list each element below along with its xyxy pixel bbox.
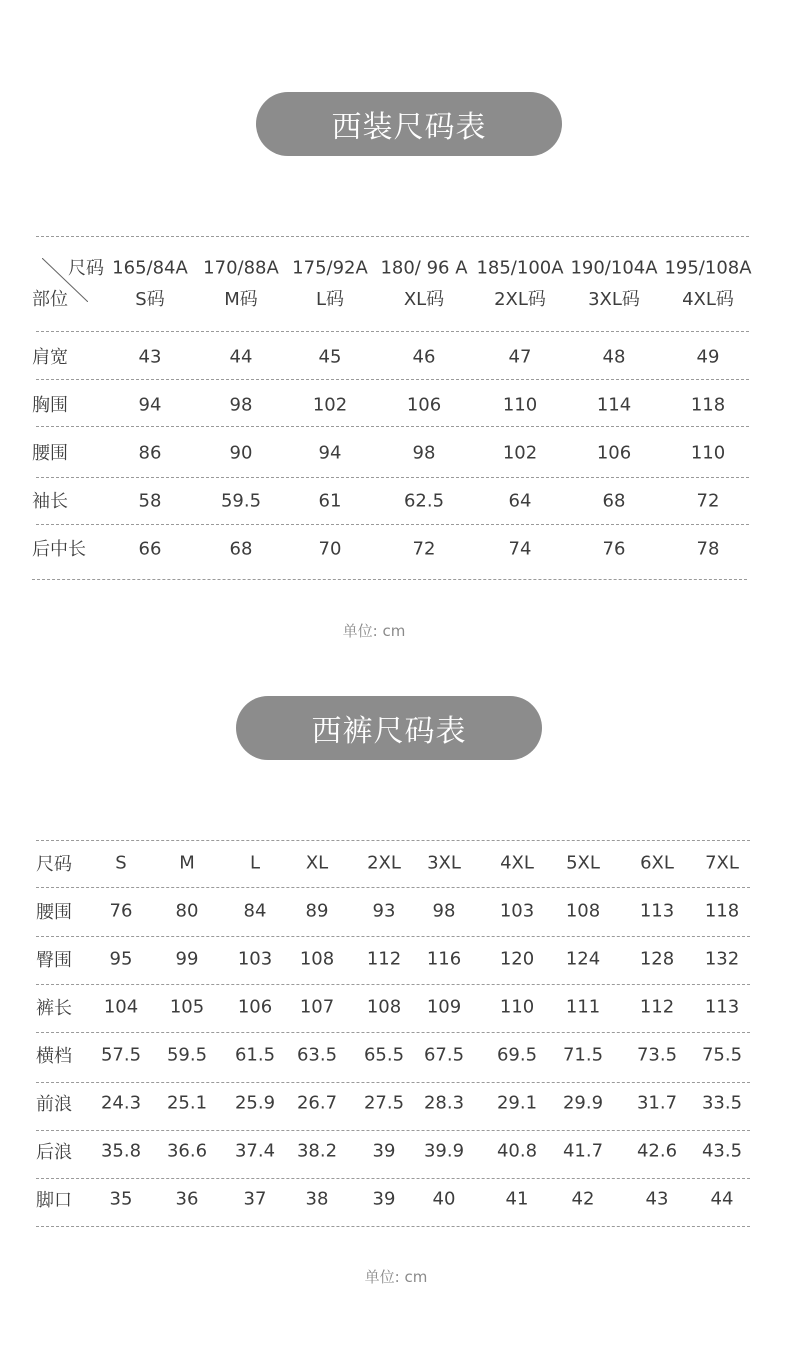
row-label: 腰围	[32, 443, 68, 464]
table-cell: 36	[175, 1188, 199, 1210]
table-cell: 90	[229, 442, 253, 464]
suit-title: 西装尺码表	[256, 92, 562, 156]
table-cell: 76	[109, 900, 133, 922]
table-divider	[36, 426, 749, 427]
table-divider	[36, 936, 750, 937]
table-cell: 68	[229, 538, 253, 560]
size-code: 3XL码	[588, 289, 640, 310]
table-cell: 107	[299, 996, 335, 1018]
table-cell: 40	[432, 1188, 456, 1210]
table-cell: 37.4	[234, 1140, 276, 1162]
table-cell: 65.5	[363, 1044, 405, 1066]
table-cell: 108	[299, 948, 335, 970]
table-cell: 47	[508, 346, 532, 368]
table-cell: 68	[602, 490, 626, 512]
table-divider	[36, 1082, 750, 1083]
table-cell: 78	[696, 538, 720, 560]
table-cell: 45	[318, 346, 342, 368]
table-cell: 112	[639, 996, 675, 1018]
table-cell: 93	[372, 900, 396, 922]
table-cell: 36.6	[166, 1140, 208, 1162]
table-cell: 41.7	[562, 1140, 604, 1162]
table-cell: 113	[639, 900, 675, 922]
size-code: L	[249, 852, 261, 874]
table-cell: 110	[690, 442, 726, 464]
table-cell: 73.5	[636, 1044, 678, 1066]
size-code: 7XL	[705, 852, 739, 874]
pants-unit-note: 单位: cm	[364, 1268, 428, 1286]
row-label: 胸围	[32, 395, 68, 416]
table-cell: 24.3	[100, 1092, 142, 1114]
size-code: L码	[315, 289, 345, 310]
table-cell: 66	[138, 538, 162, 560]
table-cell: 72	[412, 538, 436, 560]
table-cell: 44	[710, 1188, 734, 1210]
table-cell: 94	[318, 442, 342, 464]
table-cell: 116	[426, 948, 462, 970]
table-cell: 108	[366, 996, 402, 1018]
table-cell: 98	[412, 442, 436, 464]
table-cell: 59.5	[166, 1044, 208, 1066]
table-cell: 63.5	[296, 1044, 338, 1066]
table-cell: 113	[704, 996, 740, 1018]
table-cell: 132	[704, 948, 740, 970]
table-divider	[36, 331, 749, 332]
row-label: 裤长	[36, 998, 72, 1019]
table-cell: 112	[366, 948, 402, 970]
table-cell: 98	[432, 900, 456, 922]
table-cell: 106	[406, 394, 442, 416]
table-cell: 103	[237, 948, 273, 970]
row-label: 腰围	[36, 902, 72, 923]
row-label: 臀围	[36, 950, 72, 971]
size-code: S码	[135, 289, 165, 310]
table-cell: 25.1	[166, 1092, 208, 1114]
table-cell: 62.5	[403, 490, 445, 512]
size-code: 2XL码	[494, 289, 546, 310]
table-cell: 109	[426, 996, 462, 1018]
header-size-label: 尺码	[36, 854, 72, 875]
size-code: XL码	[403, 289, 445, 310]
table-cell: 80	[175, 900, 199, 922]
table-cell: 61.5	[234, 1044, 276, 1066]
table-cell: 110	[502, 394, 538, 416]
table-cell: 49	[696, 346, 720, 368]
table-cell: 75.5	[701, 1044, 743, 1066]
table-divider	[36, 984, 750, 985]
table-cell: 120	[499, 948, 535, 970]
pants-title: 西裤尺码表	[236, 696, 542, 760]
table-cell: 89	[305, 900, 329, 922]
header-size-label: 尺码	[68, 258, 104, 279]
row-label: 袖长	[32, 491, 68, 512]
header-part-label: 部位	[32, 289, 68, 310]
table-cell: 102	[312, 394, 348, 416]
table-cell: 25.9	[234, 1092, 276, 1114]
row-label: 后浪	[36, 1142, 72, 1163]
size-spec: 165/84A	[112, 257, 188, 279]
table-cell: 44	[229, 346, 253, 368]
table-cell: 46	[412, 346, 436, 368]
table-cell: 38.2	[296, 1140, 338, 1162]
table-cell: 59.5	[220, 490, 262, 512]
size-code: M	[179, 852, 195, 874]
size-spec: 175/92A	[292, 257, 368, 279]
table-cell: 39	[372, 1188, 396, 1210]
table-cell: 31.7	[636, 1092, 678, 1114]
table-divider	[36, 477, 749, 478]
size-code: 5XL	[566, 852, 600, 874]
table-cell: 40.8	[496, 1140, 538, 1162]
size-code: 4XL	[500, 852, 534, 874]
table-cell: 105	[169, 996, 205, 1018]
table-cell: 27.5	[363, 1092, 405, 1114]
table-cell: 67.5	[423, 1044, 465, 1066]
table-cell: 35	[109, 1188, 133, 1210]
row-label: 横档	[36, 1046, 72, 1067]
table-cell: 39.9	[423, 1140, 465, 1162]
table-cell: 106	[237, 996, 273, 1018]
size-spec: 190/104A	[570, 257, 658, 279]
size-code: M码	[224, 289, 258, 310]
table-cell: 106	[596, 442, 632, 464]
size-spec: 170/88A	[203, 257, 279, 279]
table-cell: 61	[318, 490, 342, 512]
table-cell: 42.6	[636, 1140, 678, 1162]
size-code: 4XL码	[682, 289, 734, 310]
table-cell: 43.5	[701, 1140, 743, 1162]
table-cell: 84	[243, 900, 267, 922]
size-spec: 185/100A	[476, 257, 564, 279]
row-label: 肩宽	[32, 347, 68, 368]
table-cell: 43	[138, 346, 162, 368]
table-cell: 42	[571, 1188, 595, 1210]
size-spec: 195/108A	[664, 257, 752, 279]
table-cell: 26.7	[296, 1092, 338, 1114]
row-label: 后中长	[32, 539, 86, 560]
table-cell: 86	[138, 442, 162, 464]
table-cell: 118	[690, 394, 726, 416]
table-cell: 103	[499, 900, 535, 922]
table-divider	[36, 1032, 750, 1033]
table-cell: 110	[499, 996, 535, 1018]
table-cell: 35.8	[100, 1140, 142, 1162]
size-spec: 180/ 96 A	[380, 257, 468, 279]
table-cell: 43	[645, 1188, 669, 1210]
table-cell: 41	[505, 1188, 529, 1210]
table-cell: 102	[502, 442, 538, 464]
table-divider	[36, 1130, 750, 1131]
table-cell: 71.5	[562, 1044, 604, 1066]
table-divider	[32, 579, 747, 580]
table-divider	[36, 840, 750, 841]
table-divider	[36, 1178, 750, 1179]
table-cell: 95	[109, 948, 133, 970]
table-cell: 37	[243, 1188, 267, 1210]
table-cell: 74	[508, 538, 532, 560]
row-label: 前浪	[36, 1094, 72, 1115]
table-cell: 69.5	[496, 1044, 538, 1066]
table-divider	[36, 524, 749, 525]
table-cell: 108	[565, 900, 601, 922]
table-cell: 29.1	[496, 1092, 538, 1114]
size-code: S	[115, 852, 127, 874]
table-cell: 98	[229, 394, 253, 416]
table-cell: 72	[696, 490, 720, 512]
table-cell: 58	[138, 490, 162, 512]
table-cell: 99	[175, 948, 199, 970]
table-cell: 57.5	[100, 1044, 142, 1066]
table-cell: 124	[565, 948, 601, 970]
size-code: 2XL	[367, 852, 401, 874]
size-code: XL	[305, 852, 329, 874]
table-divider	[36, 236, 749, 237]
table-cell: 114	[596, 394, 632, 416]
table-cell: 28.3	[423, 1092, 465, 1114]
table-cell: 111	[565, 996, 601, 1018]
size-code: 3XL	[427, 852, 461, 874]
table-cell: 118	[704, 900, 740, 922]
table-cell: 70	[318, 538, 342, 560]
table-cell: 76	[602, 538, 626, 560]
table-divider	[36, 379, 749, 380]
table-cell: 39	[372, 1140, 396, 1162]
size-code: 6XL	[640, 852, 674, 874]
table-cell: 128	[639, 948, 675, 970]
table-cell: 64	[508, 490, 532, 512]
table-cell: 29.9	[562, 1092, 604, 1114]
table-divider	[36, 887, 750, 888]
table-cell: 104	[103, 996, 139, 1018]
table-cell: 94	[138, 394, 162, 416]
table-cell: 38	[305, 1188, 329, 1210]
table-cell: 48	[602, 346, 626, 368]
table-divider	[36, 1226, 750, 1227]
table-cell: 33.5	[701, 1092, 743, 1114]
suit-unit-note: 单位: cm	[342, 622, 406, 640]
header-diagonal-divider	[42, 258, 88, 302]
row-label: 脚口	[36, 1190, 72, 1211]
